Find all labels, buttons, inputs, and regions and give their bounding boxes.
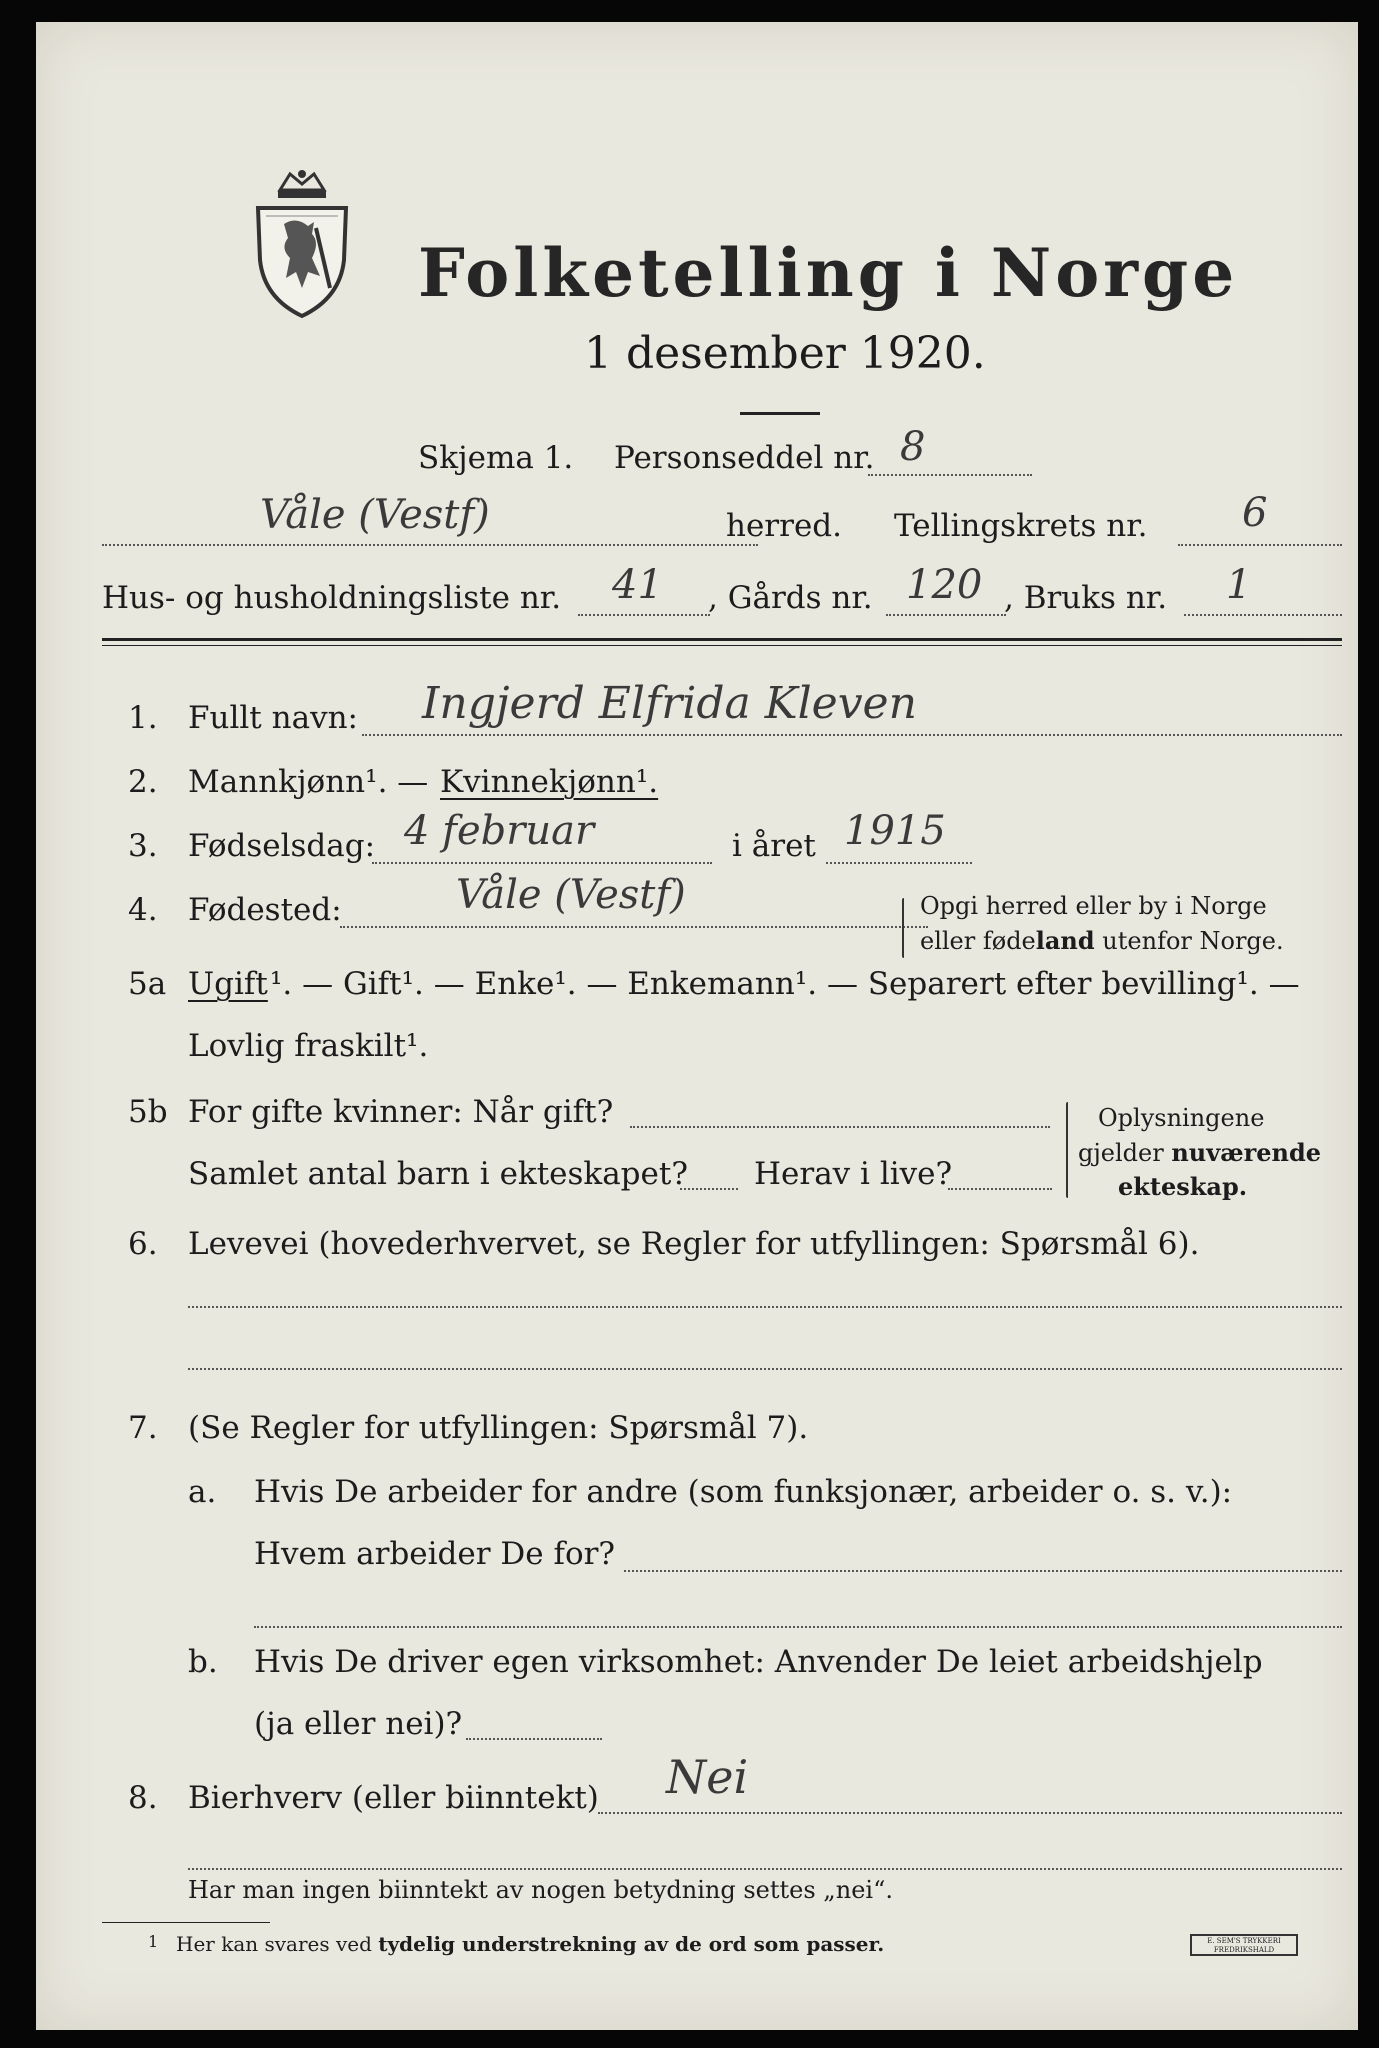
bruks-label: , Bruks nr. bbox=[1004, 580, 1168, 616]
side-income-field-line bbox=[598, 1812, 1342, 1814]
q7a-label: Hvis De arbeider for andre (som funksjonær, arbeider o. s. v.): bbox=[254, 1474, 1233, 1510]
herred-field-line bbox=[102, 544, 758, 546]
q7b-label: Hvis De driver egen virksomhet: Anvender De leiet arbeidshjelp bbox=[254, 1644, 1263, 1680]
alive-label: Herav i live? bbox=[754, 1156, 953, 1192]
marital-options[interactable]: ¹. — Gift¹. — Enke¹. — Enkemann¹. — Separert efter bevilling¹. — bbox=[270, 966, 1300, 1002]
birthday-field-line bbox=[372, 862, 712, 864]
marriage-note-line3: ekteskap. bbox=[1118, 1172, 1248, 1201]
married-when-label: For gifte kvinner: Når gift? bbox=[188, 1094, 614, 1130]
occupation-field-line-1[interactable] bbox=[188, 1306, 1342, 1308]
year-field-line bbox=[826, 862, 972, 864]
gards-field-line bbox=[886, 614, 1006, 616]
personseddel-field-line bbox=[868, 474, 1032, 476]
printer-stamp: E. SEM'S TRYKKERI FREDRIKSHALD bbox=[1190, 1934, 1298, 1956]
q3-number: 3. bbox=[128, 828, 158, 864]
tellingskrets-value[interactable]: 6 bbox=[1242, 490, 1268, 536]
birthplace-note-bracket bbox=[902, 898, 904, 958]
header-rule-top bbox=[102, 638, 1342, 641]
q2-number: 2. bbox=[128, 764, 158, 800]
q5a-number: 5a bbox=[128, 966, 167, 1002]
q7b-letter: b. bbox=[188, 1644, 218, 1680]
q6-number: 6. bbox=[128, 1226, 158, 1262]
marriage-note-line1: Oplysningene bbox=[1098, 1104, 1265, 1132]
q1-number: 1. bbox=[128, 700, 158, 736]
title-divider bbox=[740, 412, 820, 415]
male-option[interactable]: Mannkjønn¹. — bbox=[188, 764, 429, 800]
q4-label: Fødested: bbox=[188, 892, 342, 928]
side-income-label: Bierhverv (eller biinntekt) bbox=[188, 1780, 599, 1816]
side-income-value[interactable]: Nei bbox=[666, 1750, 749, 1804]
q7-number: 7. bbox=[128, 1410, 158, 1446]
side-income-note: Har man ingen biinntekt av nogen betydning settes „nei“. bbox=[188, 1876, 893, 1904]
year-label: i året bbox=[732, 828, 816, 864]
form-title: Folketelling i Norge bbox=[418, 234, 1239, 312]
married-when-field-line bbox=[630, 1126, 1050, 1128]
footnote-mark: 1 bbox=[148, 1932, 159, 1951]
header-rule-bottom bbox=[102, 645, 1342, 646]
occupation-label: Levevei (hovederhvervet, se Regler for utfyllingen: Spørsmål 6). bbox=[188, 1226, 1200, 1262]
herred-value[interactable]: Våle (Vestf) bbox=[260, 492, 490, 538]
children-field-line bbox=[680, 1188, 738, 1190]
census-date: 1 desember 1920. bbox=[584, 328, 986, 379]
year-value[interactable]: 1915 bbox=[844, 808, 946, 854]
q7-label: (Se Regler for utfyllingen: Spørsmål 7). bbox=[188, 1410, 809, 1446]
employer-field-line[interactable] bbox=[624, 1570, 1342, 1572]
bruks-field-line bbox=[1184, 614, 1342, 616]
q4-number: 4. bbox=[128, 892, 158, 928]
q3-label: Fødselsdag: bbox=[188, 828, 376, 864]
hus-field-line bbox=[578, 614, 710, 616]
hired-help-label: (ja eller nei)? bbox=[254, 1706, 463, 1742]
divorced-option[interactable]: Lovlig fraskilt¹. bbox=[188, 1028, 429, 1064]
hus-value[interactable]: 41 bbox=[612, 562, 663, 608]
q7a-letter: a. bbox=[188, 1474, 217, 1510]
marriage-note-line2: gjelder nuværende bbox=[1078, 1138, 1322, 1167]
gards-value[interactable]: 120 bbox=[906, 562, 983, 608]
birthplace-field-line bbox=[340, 926, 928, 928]
schema-label: Skjema 1. bbox=[418, 440, 574, 476]
footnote-rule bbox=[102, 1922, 270, 1923]
side-income-field-line-2[interactable] bbox=[188, 1868, 1342, 1870]
footnote-text: Her kan svares ved tydelig understrekning av de ord som passer. bbox=[176, 1932, 885, 1956]
q5b-number: 5b bbox=[128, 1094, 168, 1130]
birthday-value[interactable]: 4 februar bbox=[404, 808, 595, 854]
gards-label: , Gårds nr. bbox=[708, 580, 873, 616]
alive-field-line bbox=[948, 1188, 1052, 1190]
birthplace-value[interactable]: Våle (Vestf) bbox=[456, 872, 686, 918]
birthplace-note-line2: eller fødeland utenfor Norge. bbox=[920, 926, 1284, 955]
q1-label: Fullt navn: bbox=[188, 700, 358, 736]
employer-label: Hvem arbeider De for? bbox=[254, 1536, 616, 1572]
children-label: Samlet antal barn i ekteskapet? bbox=[188, 1156, 688, 1192]
full-name-field-line bbox=[362, 734, 1342, 736]
census-form bbox=[36, 22, 1358, 2030]
female-option[interactable]: Kvinnekjønn¹. bbox=[440, 764, 659, 800]
personseddel-value[interactable]: 8 bbox=[900, 424, 926, 470]
hired-help-field-line[interactable] bbox=[466, 1738, 602, 1740]
occupation-field-line-2[interactable] bbox=[188, 1368, 1342, 1370]
coat-of-arms-icon bbox=[250, 168, 354, 318]
bruks-value[interactable]: 1 bbox=[1226, 562, 1252, 608]
personseddel-label: Personseddel nr. bbox=[614, 440, 875, 476]
birthplace-note-line1: Opgi herred eller by i Norge bbox=[920, 892, 1267, 920]
hus-label: Hus- og husholdningsliste nr. bbox=[102, 580, 562, 616]
tellingskrets-field-line bbox=[1178, 544, 1342, 546]
full-name-value[interactable]: Ingjerd Elfrida Kleven bbox=[422, 678, 917, 729]
q8-number: 8. bbox=[128, 1780, 158, 1816]
tellingskrets-label: Tellingskrets nr. bbox=[894, 508, 1148, 544]
herred-label: herred. bbox=[726, 508, 842, 544]
employer-field-line-2[interactable] bbox=[254, 1626, 1342, 1628]
unmarried-option[interactable]: Ugift bbox=[188, 966, 268, 1002]
